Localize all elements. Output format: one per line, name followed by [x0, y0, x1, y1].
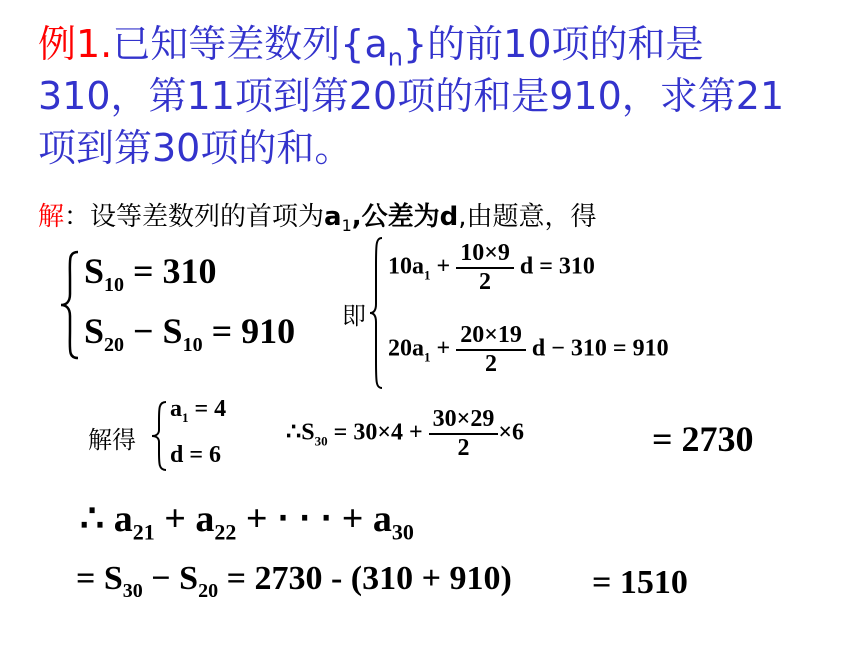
sequence-symbol: {a	[340, 22, 388, 66]
coef: 20a	[388, 335, 424, 362]
plus-sign: +	[164, 498, 186, 540]
solution-intro	[38, 196, 597, 236]
intro-text: 设等差数列的首项为	[90, 202, 325, 232]
system2-eq1	[388, 240, 595, 296]
numerator: 30×29	[429, 406, 499, 435]
a-term: a	[113, 498, 133, 540]
system1-eq1	[84, 250, 217, 297]
plus-sign: +	[436, 335, 451, 362]
s30-result: = 2730	[652, 419, 754, 459]
problem-statement	[38, 18, 784, 174]
problem-line-2: 310，第11项到第20项的和是910，求第21	[38, 74, 785, 118]
a-symbol: a	[170, 396, 182, 422]
eq-rhs: = 910	[211, 311, 296, 351]
S-sub: 20	[198, 579, 219, 602]
equals-sign: =	[76, 560, 96, 597]
coef: 10a	[388, 253, 424, 280]
solve-brace	[150, 400, 168, 472]
eq-rest: d − 310 = 910	[531, 335, 669, 362]
intro-a: a	[324, 202, 342, 232]
problem-text: 的前10项的和是	[427, 22, 704, 66]
fraction	[456, 240, 514, 296]
numerator: 20×19	[456, 322, 526, 351]
eq-rhs: = 4	[194, 396, 227, 422]
sequence-brace: }	[402, 22, 428, 66]
S-sub: 10	[182, 334, 203, 357]
intro-text: ,由题意，得	[458, 202, 597, 232]
plus-sign: +	[436, 253, 451, 280]
minus-sign: −	[133, 311, 154, 351]
therefore-symbol: ∴	[286, 419, 302, 446]
numerator: 10×9	[456, 240, 514, 269]
a-term: a	[195, 498, 215, 540]
s30-equation	[286, 406, 524, 462]
eq-mid: = 2730 - (310 + 910)	[226, 560, 512, 597]
coef-sub: 1	[424, 267, 431, 283]
minus-sign: −	[151, 560, 171, 597]
problem-line-3: 项到第30项的和。	[38, 126, 353, 170]
sequence-subscript: n	[387, 43, 403, 72]
example-label: 例1.	[38, 22, 113, 66]
ellipsis-plus: + ⋅ ⋅ ⋅ +	[245, 498, 364, 540]
S-sub: 30	[314, 433, 328, 449]
a-sub: 21	[132, 519, 155, 545]
a-sub: 22	[214, 519, 237, 545]
eq-rhs: = 310	[133, 251, 217, 291]
intro-text: ,公差为	[351, 202, 440, 232]
denominator: 2	[457, 435, 470, 461]
fraction	[429, 406, 499, 462]
problem-line-1	[38, 18, 784, 70]
system2-eq2	[388, 322, 669, 378]
fraction	[456, 322, 526, 378]
eq-part: = 30×4 +	[333, 419, 423, 446]
final-line	[76, 560, 512, 602]
problem-text: 已知等差数列	[112, 22, 341, 66]
solve-eq1	[170, 396, 226, 423]
eq-rest: d = 310	[519, 253, 595, 280]
S-symbol: S	[301, 419, 315, 446]
sum-line	[80, 496, 414, 545]
a-term: a	[372, 498, 392, 540]
solve-label: 解得	[88, 426, 136, 454]
S-symbol: S	[84, 311, 105, 351]
solution-label: 解	[38, 202, 65, 232]
intro-d: d	[439, 202, 459, 232]
S-sub: 30	[122, 579, 143, 602]
colon: ：	[64, 202, 91, 232]
S-sub: 20	[104, 334, 125, 357]
final-result: = 1510	[592, 564, 688, 601]
denominator: 2	[485, 351, 498, 377]
system2-brace	[368, 236, 384, 390]
system1-eq2	[84, 310, 296, 357]
a-sub: 1	[182, 409, 189, 425]
times-part: ×6	[498, 419, 525, 446]
S-symbol: S	[162, 311, 183, 351]
therefore-symbol: ∴	[80, 498, 105, 540]
S-symbol: S	[179, 560, 199, 597]
solve-eq2: d = 6	[170, 442, 222, 468]
denominator: 2	[479, 269, 492, 295]
coef-sub: 1	[424, 349, 431, 365]
intro-a-sub: 1	[341, 216, 352, 236]
S-symbol: S	[103, 560, 123, 597]
a-sub: 30	[391, 519, 414, 545]
S-symbol: S	[84, 251, 105, 291]
system1-brace	[58, 250, 82, 360]
S-sub: 10	[104, 274, 125, 297]
ji-label: 即	[342, 302, 366, 330]
